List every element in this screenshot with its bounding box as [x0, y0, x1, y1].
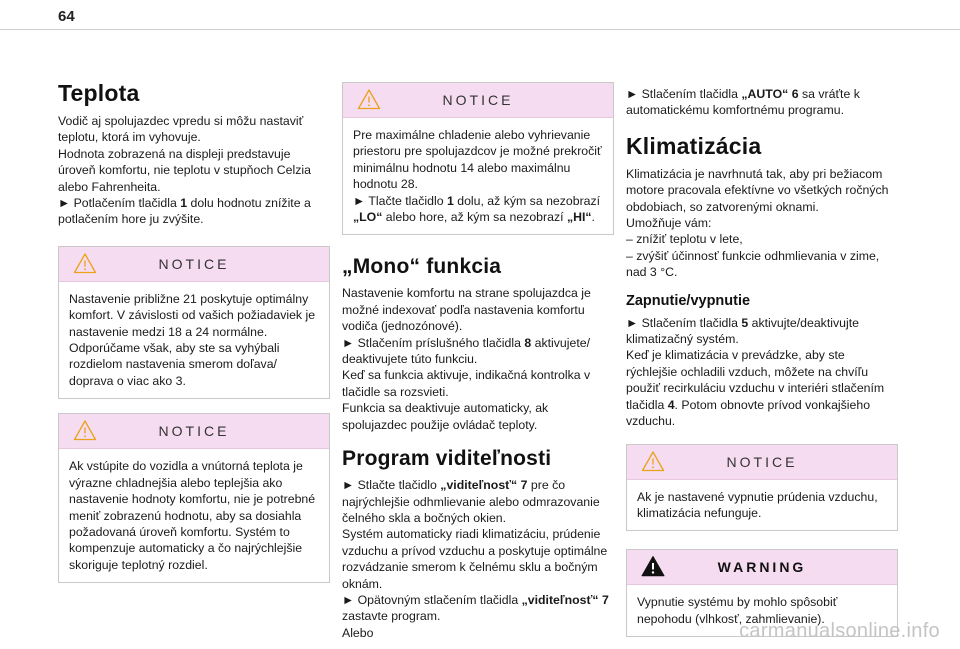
- warning-filled-triangle-icon: [641, 555, 665, 577]
- section-title-mono: „Mono“ funkcia: [342, 255, 502, 279]
- warning-triangle-icon: [641, 450, 665, 472]
- warning-triangle-icon: [357, 88, 381, 110]
- subsection-title-onoff: Zapnutie/vypnutie: [626, 292, 751, 309]
- warning-triangle-icon: [73, 252, 97, 274]
- column-1: [58, 80, 330, 583]
- notice-box: [342, 82, 614, 235]
- notice-body: Ak vstúpite do vozidla a vnútorná teplota je výrazne chladnejšia alebo teplejšia ako nastavenie hodnoty komfortu, nie je potrebné meniť zobrazenú hodnotu, aby sa dosiahla požadovaná úroveň komfortu. Systém to kompenzuje automaticky a čo najrýchlejšie skoriguje teplotný rozdiel.: [69, 459, 316, 572]
- notice-header: [59, 247, 329, 282]
- notice-box: [58, 246, 330, 399]
- notice-label: NOTICE: [158, 255, 230, 272]
- section-title-klimatizacia: Klimatizácia: [626, 132, 762, 159]
- notice-label: NOTICE: [726, 453, 798, 470]
- column-2: [342, 82, 614, 641]
- warning-body: Vypnutie systému by mohlo spôsobiť nepohodu (vlhkosť, zahmlievanie).: [637, 595, 838, 626]
- warning-label: WARNING: [717, 559, 807, 576]
- warning-triangle-icon: [73, 419, 97, 441]
- header-divider: [0, 29, 960, 30]
- column-3: [626, 86, 898, 637]
- notice-header: [59, 414, 329, 449]
- watermark: carmanualsonline.info: [739, 620, 940, 642]
- notice-body: Pre maximálne chladenie alebo vyhrievanie priestoru pre spolujazdcov je možné prekročiť minimálnu hodnotu 14 alebo maximálnu hodnotu 28. ► Tlačte tlačidlo 1 dolu, až kým sa nezobrazí „LO“ alebo hore, až kým sa nezobrazí „HI“.: [353, 128, 602, 225]
- mono-text: Nastavenie komfortu na strane spolujazdca je možné indexovať podľa nastavenia komfortu vodiča (jednozónové). ► Stlačením príslušného tlačidla 8 aktivujete/ deaktivujete túto funkciu. Keď sa funkcia aktivuje, indikačná kontrolka v tlačidle sa rozsvieti. Funkcia sa deaktivuje automaticky, ak spolujazdec použije ovládač teploty.: [342, 286, 591, 432]
- notice-header: [343, 83, 613, 118]
- section-title-teplota: Teplota: [58, 80, 140, 106]
- notice-label: NOTICE: [442, 92, 514, 108]
- notice-body: Nastavenie približne 21 poskytuje optimálny komfort. V závislosti od vašich požiadaviek je nastavenie medzi 18 a 24 normálne. Odporúčame však, aby ste sa vyhýbali rozdielom nastavenia smerom doľava/ doprava o viac ako 3.: [69, 291, 316, 388]
- visibility-text: ► Stlačte tlačidlo „viditeľnosť“ 7 pre čo najrýchlejšie odhmlievanie alebo odmrazovanie čelného skla a bočných okien. Systém automaticky riadi klimatizáciu, prúdenie vzduchu a prívod vzduchu a poskytuje optimálne rozvádzanie smerom k čelnému sklu a bočným oknám. ► Opätovným stlačením tlačidla „viditeľnosť“ 7 zastavte program. Alebo: [342, 478, 609, 640]
- notice-box: [58, 413, 330, 583]
- klima-text: Klimatizácia je navrhnutá tak, aby pri bežiacom motore pracovala efektívne vo všetkých ročných obdobiach, so zatvorenými oknami. Umožňuje vám: – znížiť teplotu v lete, – zvýšiť účinnosť funkcie odhmlievania v zime, nad 3 °C.: [626, 166, 889, 280]
- warning-header: [627, 550, 897, 585]
- onoff-text: ► Stlačením tlačidla 5 aktivujte/deaktivujte klimatizačný systém. Keď je klimatizácia v prevádzke, aby ste rýchlejšie ochladili vzduch, môžete na chvíľu použiť recirkuláciu vzduchu v interiéri stlačením tlačidla 4. Potom obnovte prívod vonkajšieho vzduchu.: [626, 315, 885, 429]
- teplota-intro: Vodič aj spolujazdec vpredu si môžu nastaviť teplotu, ktorá im vyhovuje. Hodnota zobrazená na displeji predstavuje úroveň komfortu, nie teplotu v stupňoch Celzia alebo Fahrenheita. ► Potlačením tlačidla 1 dolu hodnotu znížite a potlačením hore ju zvýšite.: [58, 114, 311, 227]
- notice-body: Ak je nastavené vypnutie prúdenia vzduchu, klimatizácia nefunguje.: [637, 489, 878, 520]
- notice-label: NOTICE: [158, 423, 230, 440]
- page-number: 64: [58, 8, 75, 25]
- auto-text: ► Stlačením tlačidla „AUTO“ 6 sa vráťte k automatickému komfortnému programu.: [626, 87, 860, 118]
- section-title-visibility: Program viditeľnosti: [342, 447, 552, 471]
- notice-box: [626, 444, 898, 532]
- notice-header: [627, 445, 897, 480]
